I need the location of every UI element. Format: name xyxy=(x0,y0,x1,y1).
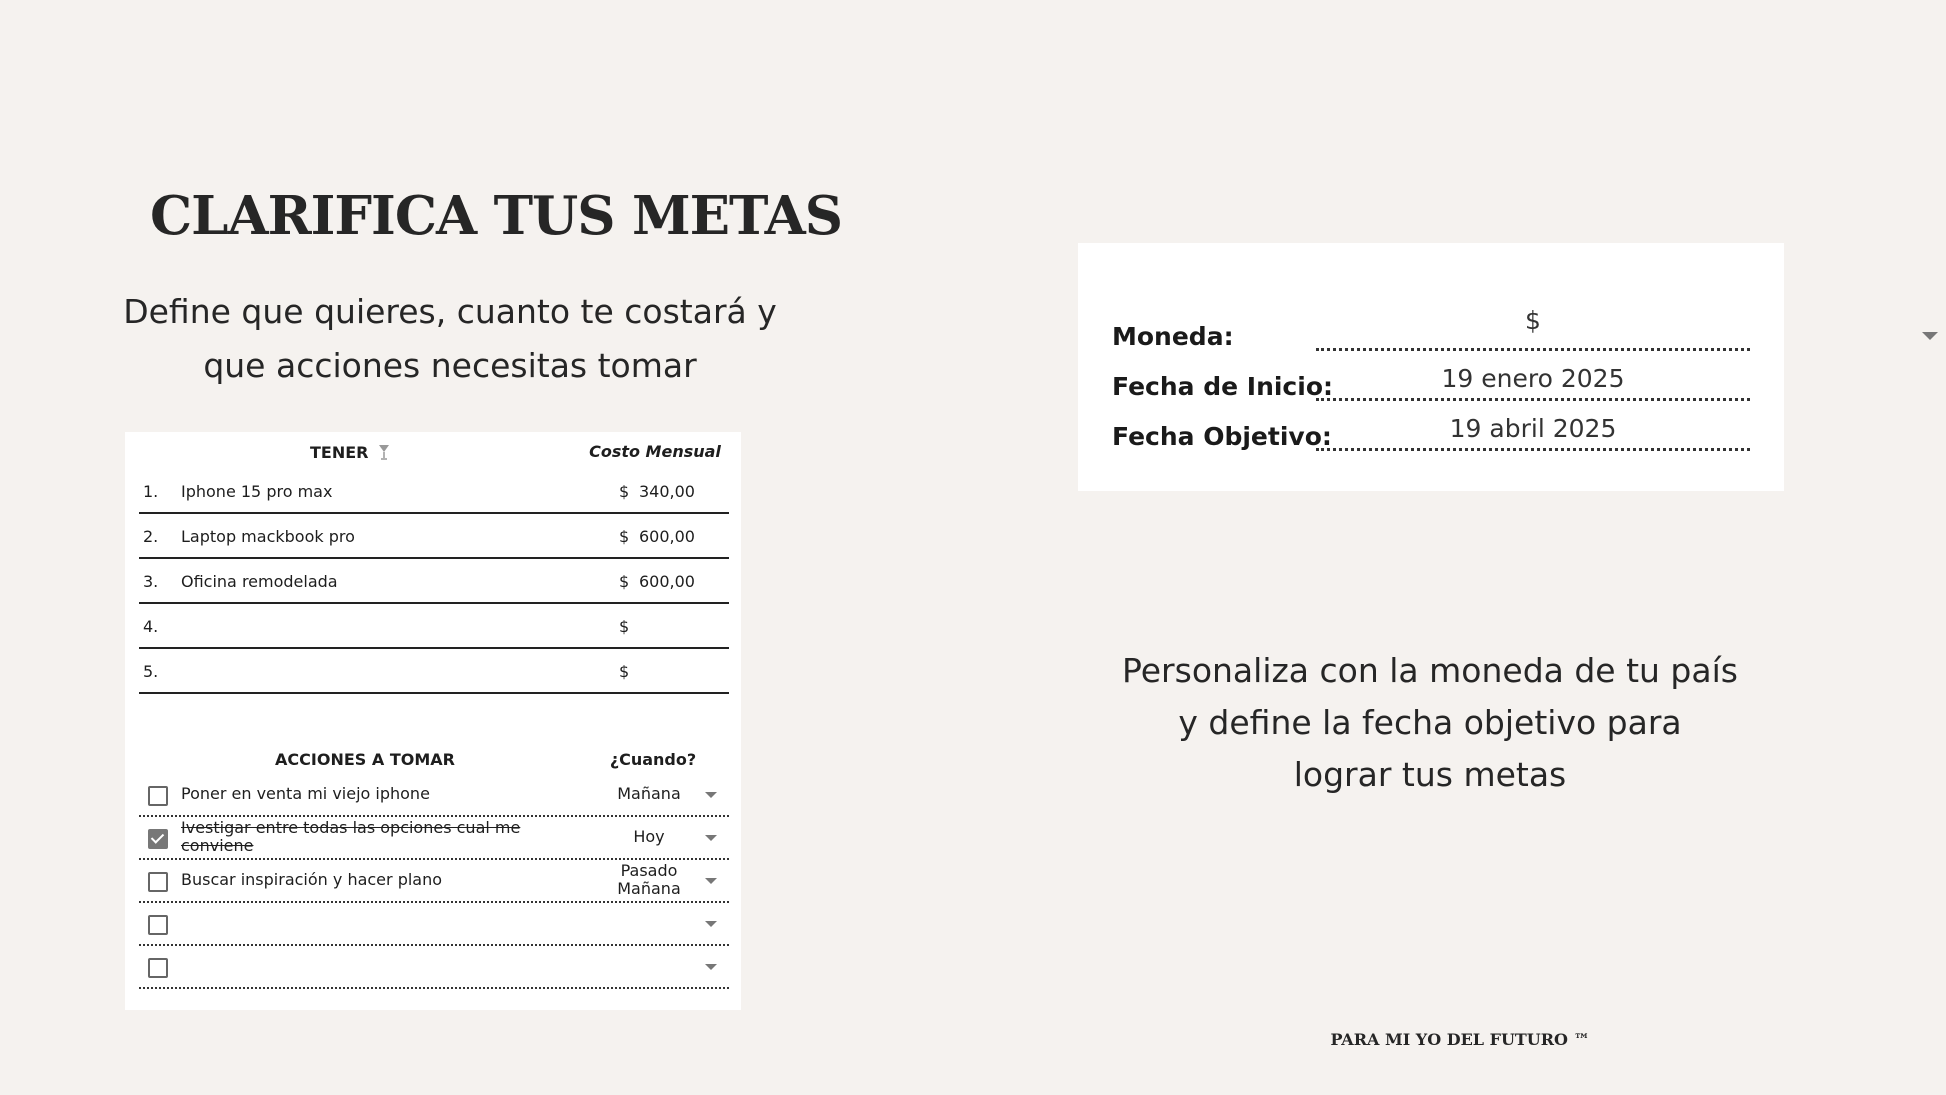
action-row xyxy=(139,903,729,946)
tener-row xyxy=(139,468,729,514)
action-checkbox[interactable] xyxy=(148,872,168,892)
target-date-value: 19 abril 2025 xyxy=(1449,414,1617,443)
tener-header-cost: Costo Mensual xyxy=(589,442,721,461)
target-date-row xyxy=(1112,410,1752,450)
target-date-field[interactable] xyxy=(1316,410,1750,451)
item-cost[interactable]: 340,00 xyxy=(639,482,695,501)
description-line: y define la fecha objetivo para xyxy=(1178,703,1682,742)
currency-date-description xyxy=(1090,645,1770,801)
target-date-label: Fecha Objetivo: xyxy=(1112,422,1332,451)
when-dropdown[interactable] xyxy=(599,828,699,846)
acciones-header-label: ACCIONES A TOMAR xyxy=(275,750,455,769)
page-title: CLARIFICA TUS METAS xyxy=(150,185,842,247)
when-value: Mañana xyxy=(617,784,681,803)
dropdown-caret-icon[interactable] xyxy=(705,878,717,884)
item-cost[interactable]: 600,00 xyxy=(639,527,695,546)
start-date-label: Fecha de Inicio: xyxy=(1112,372,1333,401)
item-cost[interactable]: 600,00 xyxy=(639,572,695,591)
acciones-header xyxy=(125,742,741,772)
row-number: 5. xyxy=(143,662,159,681)
action-checkbox[interactable] xyxy=(148,958,168,978)
currency-value: $ xyxy=(1525,306,1541,335)
goals-table-panel xyxy=(125,432,741,1010)
description-line: lograr tus metas xyxy=(1293,755,1567,794)
subtitle-line: que acciones necesitas tomar xyxy=(203,346,697,385)
row-number: 4. xyxy=(143,617,159,636)
action-row xyxy=(139,946,729,989)
currency-row xyxy=(1112,306,1752,351)
action-row xyxy=(139,774,729,817)
when-value: Pasado xyxy=(620,861,678,880)
start-date-row xyxy=(1112,360,1752,400)
dropdown-caret-icon[interactable] xyxy=(705,964,717,970)
currency-symbol: $ xyxy=(619,617,630,636)
currency-symbol: $ xyxy=(619,527,630,546)
when-value: Hoy xyxy=(633,827,665,846)
tener-header xyxy=(125,432,741,472)
currency-symbol: $ xyxy=(619,572,630,591)
cuando-header-label: ¿Cuando? xyxy=(609,750,697,769)
tener-row xyxy=(139,648,729,694)
action-text[interactable]: Ivestigar entre todas las opciones cual me conviene xyxy=(181,818,521,855)
action-checkbox-checked[interactable] xyxy=(148,829,168,849)
start-date-field[interactable] xyxy=(1316,360,1750,401)
item-name[interactable]: Iphone 15 pro max xyxy=(181,482,333,501)
settings-panel xyxy=(1078,243,1784,491)
tener-header-item xyxy=(275,442,425,462)
when-dropdown[interactable] xyxy=(599,862,699,898)
action-text[interactable]: Poner en venta mi viejo iphone xyxy=(181,784,430,803)
subtitle-line: Define que quieres, cuanto te costará y xyxy=(123,292,777,331)
tener-row xyxy=(139,603,729,649)
start-date-value: 19 enero 2025 xyxy=(1441,364,1625,393)
currency-symbol: $ xyxy=(619,482,630,501)
description-line: Personaliza con la moneda de tu país xyxy=(1122,651,1738,690)
action-row xyxy=(139,860,729,903)
row-number: 1. xyxy=(143,482,159,501)
currency-label: Moneda: xyxy=(1112,322,1234,351)
dropdown-caret-icon[interactable] xyxy=(705,792,717,798)
tener-row xyxy=(139,558,729,604)
action-checkbox[interactable] xyxy=(148,786,168,806)
currency-select[interactable] xyxy=(1316,306,1750,351)
dropdown-caret-icon[interactable] xyxy=(705,835,717,841)
action-text[interactable]: Buscar inspiración y hacer plano xyxy=(181,870,443,889)
item-name[interactable]: Laptop mackbook pro xyxy=(181,527,355,546)
currency-symbol: $ xyxy=(619,662,630,681)
when-dropdown[interactable] xyxy=(599,785,699,803)
item-name[interactable]: Oficina remodelada xyxy=(181,572,338,591)
page-subtitle xyxy=(110,285,790,393)
action-checkbox[interactable] xyxy=(148,915,168,935)
dropdown-caret-icon[interactable] xyxy=(1922,332,1938,340)
tener-header-label: TENER xyxy=(309,443,369,462)
action-row xyxy=(139,817,729,860)
when-value: Mañana xyxy=(617,879,681,898)
brand-footer: PARA MI YO DEL FUTURO ™ xyxy=(1330,1030,1590,1049)
cocktail-glass-icon xyxy=(378,444,390,460)
tener-row xyxy=(139,513,729,559)
dropdown-caret-icon[interactable] xyxy=(705,921,717,927)
row-number: 3. xyxy=(143,572,159,591)
row-number: 2. xyxy=(143,527,159,546)
